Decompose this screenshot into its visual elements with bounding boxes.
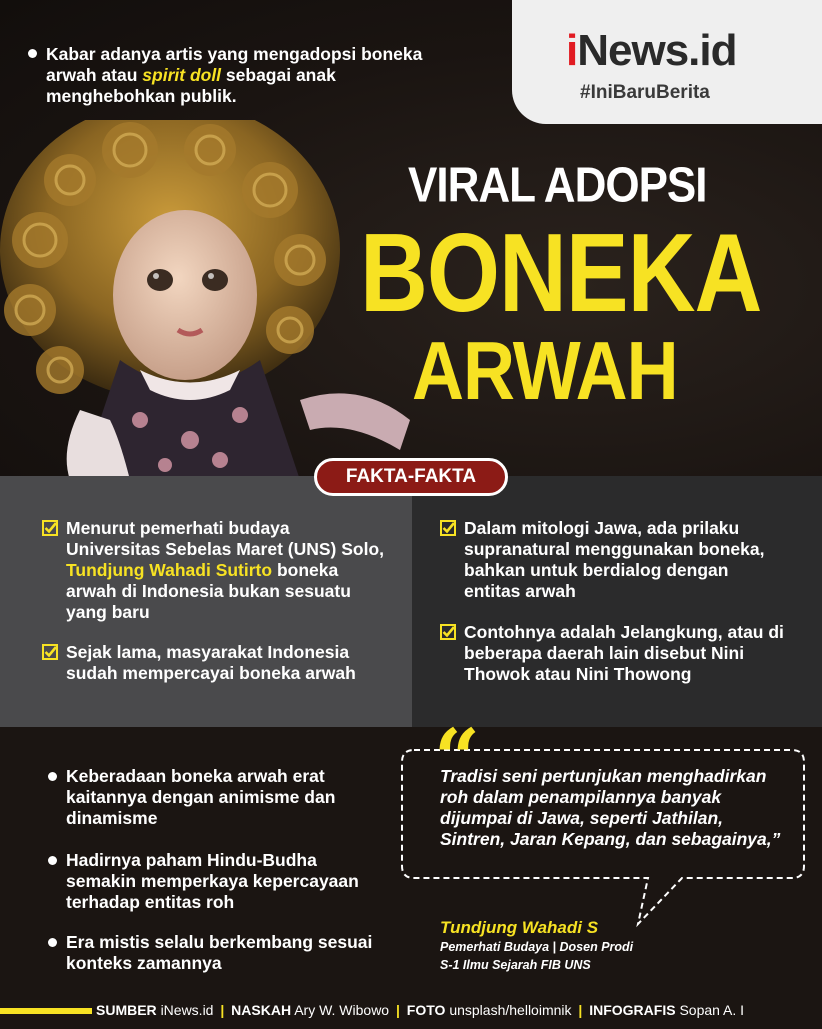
- brand-tagline: #IniBaruBerita: [580, 82, 710, 103]
- footer-foto-label: FOTO: [406, 1002, 446, 1018]
- quote-role-line-2: S-1 Ilmu Sejarah FIB UNS: [440, 958, 591, 972]
- fact-left-1-highlight: Tundjung Wahadi Sutirto: [66, 560, 273, 580]
- checkbox-icon: [440, 520, 456, 536]
- bullet-dot-icon: [48, 772, 57, 781]
- footer-sumber-label: SUMBER: [96, 1002, 157, 1018]
- footer-infografis-label: INFOGRAFIS: [589, 1002, 676, 1018]
- fact-right-1: [464, 518, 774, 602]
- footer-naskah-label: NASKAH: [231, 1002, 292, 1018]
- footer-naskah: Ary W. Wibowo: [294, 1002, 390, 1018]
- bullet-dot-icon: [48, 938, 57, 947]
- fact-left-2: [66, 642, 386, 684]
- bullet-item-2: [66, 850, 386, 913]
- fact-right-1-text: Dalam mitologi Jawa, ada prilaku supranatural menggunakan boneka, bahkan untuk berdialog dengan entitas arwah: [464, 518, 765, 601]
- checkbox-icon: [42, 520, 58, 536]
- checkbox-icon: [440, 624, 456, 640]
- bullet-dot-icon: [28, 49, 37, 58]
- footer-sumber: iNews.id: [160, 1002, 214, 1018]
- bullet-item-2-text: Hadirnya paham Hindu-Budha semakin memperkaya kepercayaan terhadap entitas roh: [66, 850, 359, 912]
- fact-right-2-text: Contohnya adalah Jelangkung, atau di beberapa daerah lain disebut Nini Thowok atau Nini Thowong: [464, 622, 784, 684]
- title-line-2: BONEKA: [360, 210, 762, 335]
- bullet-item-3-text: Era mistis selalu berkembang sesuai konteks zamannya: [66, 932, 373, 973]
- bullet-item-3: [66, 932, 386, 974]
- footer-infografis: Sopan A. I: [679, 1002, 745, 1018]
- footer-separator: |: [220, 1002, 225, 1018]
- fact-right-2: [464, 622, 784, 685]
- brand-logo: [566, 26, 737, 76]
- quote-text: Tradisi seni pertunjukan menghadirkan roh dalam penampilannya banyak dijumpai di Jawa, seperti Jathilan, Sintren, Jaran Kepang, dan sebagainya,”: [440, 766, 781, 849]
- fact-left-1-text: Menurut pemerhati budaya Universitas Sebelas Maret (UNS) Solo,: [66, 518, 385, 559]
- fact-left-2-text: Sejak lama, masyarakat Indonesia sudah mempercayai boneka arwah: [66, 642, 356, 683]
- footer-accent-line: [0, 1008, 92, 1014]
- title-line-1: VIRAL ADOPSI: [408, 158, 707, 213]
- fact-left-1-after: boneka arwah di Indonesia bukan sesuatu yang baru: [66, 560, 351, 622]
- fact-left-1: [66, 518, 386, 623]
- title-line-3: ARWAH: [412, 325, 678, 418]
- brand-logo-i: i: [566, 26, 578, 75]
- footer-separator: |: [395, 1002, 400, 1018]
- quote-author: Tundjung Wahadi S: [440, 918, 599, 937]
- bullet-item-1-text: Keberadaan boneka arwah erat kaitannya dengan animisme dan dinamisme: [66, 766, 336, 828]
- quote-role-line-1: Pemerhati Budaya | Dosen Prodi: [440, 940, 634, 954]
- intro-part1: Kabar adanya artis yang mengadopsi boneka arwah atau: [46, 44, 423, 85]
- footer-separator: |: [578, 1002, 583, 1018]
- fakta-badge: FAKTA-FAKTA: [314, 458, 508, 496]
- quote-mark-icon: “: [434, 711, 475, 805]
- bullet-dot-icon: [48, 856, 57, 865]
- footer-foto: unsplash/helloimnik: [449, 1002, 572, 1018]
- bullet-item-1: [66, 766, 386, 829]
- checkbox-icon: [42, 644, 58, 660]
- footer-credits: [96, 1002, 744, 1018]
- intro-text: [46, 44, 426, 107]
- brand-logo-text: News.id: [577, 26, 737, 75]
- intro-part2: sebagai anak menghebohkan publik.: [46, 65, 336, 106]
- intro-highlight: spirit doll: [142, 65, 222, 85]
